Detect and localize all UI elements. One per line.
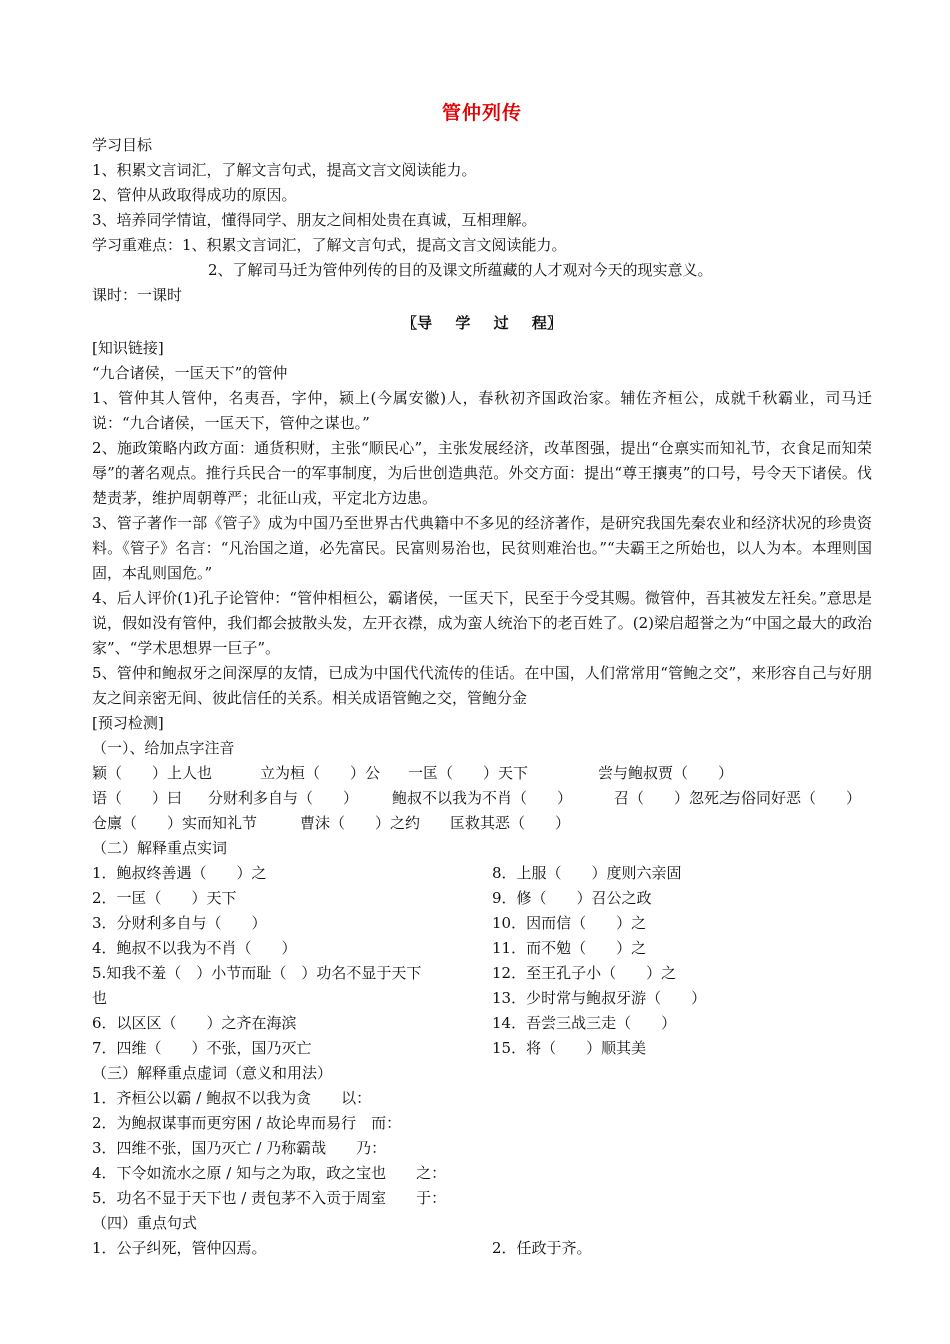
pinyin-item: 颖（ ）上人也	[92, 764, 213, 782]
knowledge-paragraph: 2、施政策略内政方面：通货积财，主张“顺民心”，主张发展经济，改革图强，提出“仓禀实而知礼节，衣食足而知荣辱”的著名观点。推行兵民合一的军事制度，为后世创造典范。外交方面：提出“尊王攘夷”的口号，号令天下诸侯。伐楚责茅，维护周朝尊严；北征山戎，平定北方边患。	[92, 439, 872, 507]
pinyin-item: 匡救其恶（ ）	[450, 814, 571, 832]
function-word-item: 4．下令如流水之原 / 知与之为取，政之宝也 之：	[92, 1164, 447, 1182]
pinyin-item: 分财利多自与（ ）	[208, 789, 359, 807]
knowledge-paragraph: 1、管仲其人管仲，名夷吾，字仲，颍上(今属安徽)人，春秋初齐国政治家。辅佐齐桓公，成就千秋霸业，司马迁说：“九合诸侯，一匡天下，管仲之谋也。”	[92, 389, 872, 432]
knowledge-subtitle: “九合诸侯，一匡天下”的管仲	[92, 364, 288, 382]
function-word-item: 1．齐桓公以霸 / 鲍叔不以我为贪 以：	[92, 1089, 372, 1107]
pinyin-row	[92, 786, 872, 811]
vocab-item: 3．分财利多自与（ ）	[92, 914, 267, 932]
process-heading: 〖导 学 过 程〗	[402, 314, 562, 332]
vocab-columns	[92, 861, 872, 1061]
key-points-line: 学习重难点：1、积累文言词汇，了解文言句式，提高文言文阅读能力。	[92, 236, 567, 254]
part3-heading: （三）解释重点虚词（意义和用法）	[92, 1064, 333, 1082]
page-title: 管仲列传	[441, 102, 522, 124]
objectives-heading: 学习目标	[92, 136, 153, 154]
pinyin-item: 一匡（ ）天下	[408, 764, 529, 782]
vocab-item: 11．而不勉（ ）之	[492, 939, 647, 957]
pinyin-item: 鲍叔不以我为不肖（ ）	[392, 789, 573, 807]
vocab-item: 2．一匡（ ）天下	[92, 889, 237, 907]
pinyin-item: 语（ ）曰	[92, 789, 183, 807]
part1-heading: （一）、给加点字注音	[92, 739, 235, 757]
document-page	[92, 98, 872, 1261]
vocab-item: 10．因而信（ ）之	[492, 914, 647, 932]
vocab-item: 5.知我不羞（ ）小节而耻（ ）功名不显于天下	[92, 964, 422, 982]
part4-heading: （四）重点句式	[92, 1214, 198, 1232]
vocab-item: 1．鲍叔终善遇（ ）之	[92, 864, 267, 882]
vocab-item: 12．至王孔子小（ ）之	[492, 964, 677, 982]
vocab-item: 9．修（ ）召公之政	[492, 889, 652, 907]
objective-item: 3、培养同学情谊，懂得同学、朋友之间相处贵在真诚，互相理解。	[92, 211, 537, 229]
vocab-item: 7．四维（ ）不张，国乃灭亡	[92, 1039, 312, 1057]
vocab-right-column	[492, 861, 872, 1061]
pinyin-item: 曹沫（ ）之约	[300, 814, 421, 832]
pinyin-item: 仓廪（ ）实而知礼节	[92, 814, 258, 832]
class-hours: 课时：一课时	[92, 286, 183, 304]
knowledge-paragraph: 5、管仲和鲍叔牙之间深厚的友情，已成为中国代代流传的佳话。在中国，人们常常用“管鲍之交”，来形容自己与好朋友之间亲密无间、彼此信任的关系。相关成语管鲍之交，管鲍分金	[92, 664, 872, 707]
vocab-item: 4．鲍叔不以我为不肖（ ）	[92, 939, 297, 957]
objective-item: 2、管仲从政取得成功的原因。	[92, 186, 297, 204]
sentence-item: 2．任政于齐。	[492, 1239, 592, 1257]
function-word-item: 3．四维不张，国乃灭亡 / 乃称霸哉 乃：	[92, 1139, 387, 1157]
knowledge-heading: [知识链接]	[92, 339, 164, 357]
vocab-item: 也	[92, 989, 108, 1007]
pinyin-row	[92, 811, 872, 836]
pinyin-item: 立为桓（ ）公	[260, 764, 381, 782]
function-word-item: 5．功名不显于天下也 / 责包茅不入贡于周室 于：	[92, 1189, 447, 1207]
sentence-row	[92, 1236, 872, 1261]
vocab-left-column	[92, 861, 492, 1061]
vocab-item: 8．上服（ ）度则六亲固	[492, 864, 682, 882]
key-points-line: 2、了解司马迁为管仲列传的目的及课文所蕴藏的人才观对今天的现实意义。	[208, 261, 713, 279]
part2-heading: （二）解释重点实词	[92, 839, 228, 857]
preview-heading: [预习检测]	[92, 714, 164, 732]
vocab-item: 6．以区区（ ）之齐在海滨	[92, 1014, 297, 1032]
pinyin-item: 尝与鲍叔贾（ ）	[598, 764, 734, 782]
knowledge-paragraph: 3、管子著作一部《管子》成为中国乃至世界古代典籍中不多见的经济著作，是研究我国先秦农业和经济状况的珍贵资料。《管子》名言：“凡治国之道，必先富民。民富则易治也，民贫则难治也。”“夫霸王之所始也，以人为本。本理则国固，本乱则国危。”	[92, 514, 872, 582]
pinyin-row	[92, 761, 872, 786]
objective-item: 1、积累文言词汇，了解文言句式，提高文言文阅读能力。	[92, 161, 477, 179]
vocab-item: 13．少时常与鲍叔牙游（ ）	[492, 989, 707, 1007]
pinyin-item: 与俗同好恶（ ）	[726, 789, 862, 807]
function-word-item: 2．为鲍叔谋事而更穷困 / 故论卑而易行 而：	[92, 1114, 402, 1132]
knowledge-paragraph: 4、后人评价(1)孔子论管仲：“管仲相桓公，霸诸侯，一匡天下，民至于今受其赐。微管仲，吾其被发左衽矣。”意思是说，假如没有管仲，我们都会披散头发，左开衣襟，成为蛮人统治下的老百姓了。(2)梁启超誉之为“中国之最大的政治家”、“学术思想界一巨子”。	[92, 589, 872, 657]
sentence-item: 1．公子纠死，管仲囚焉。	[92, 1239, 267, 1257]
vocab-item: 15．将（ ）顺其美	[492, 1039, 647, 1057]
pinyin-item: 召（ ）忽死之	[614, 789, 735, 807]
vocab-item: 14．吾尝三战三走（ ）	[492, 1014, 677, 1032]
